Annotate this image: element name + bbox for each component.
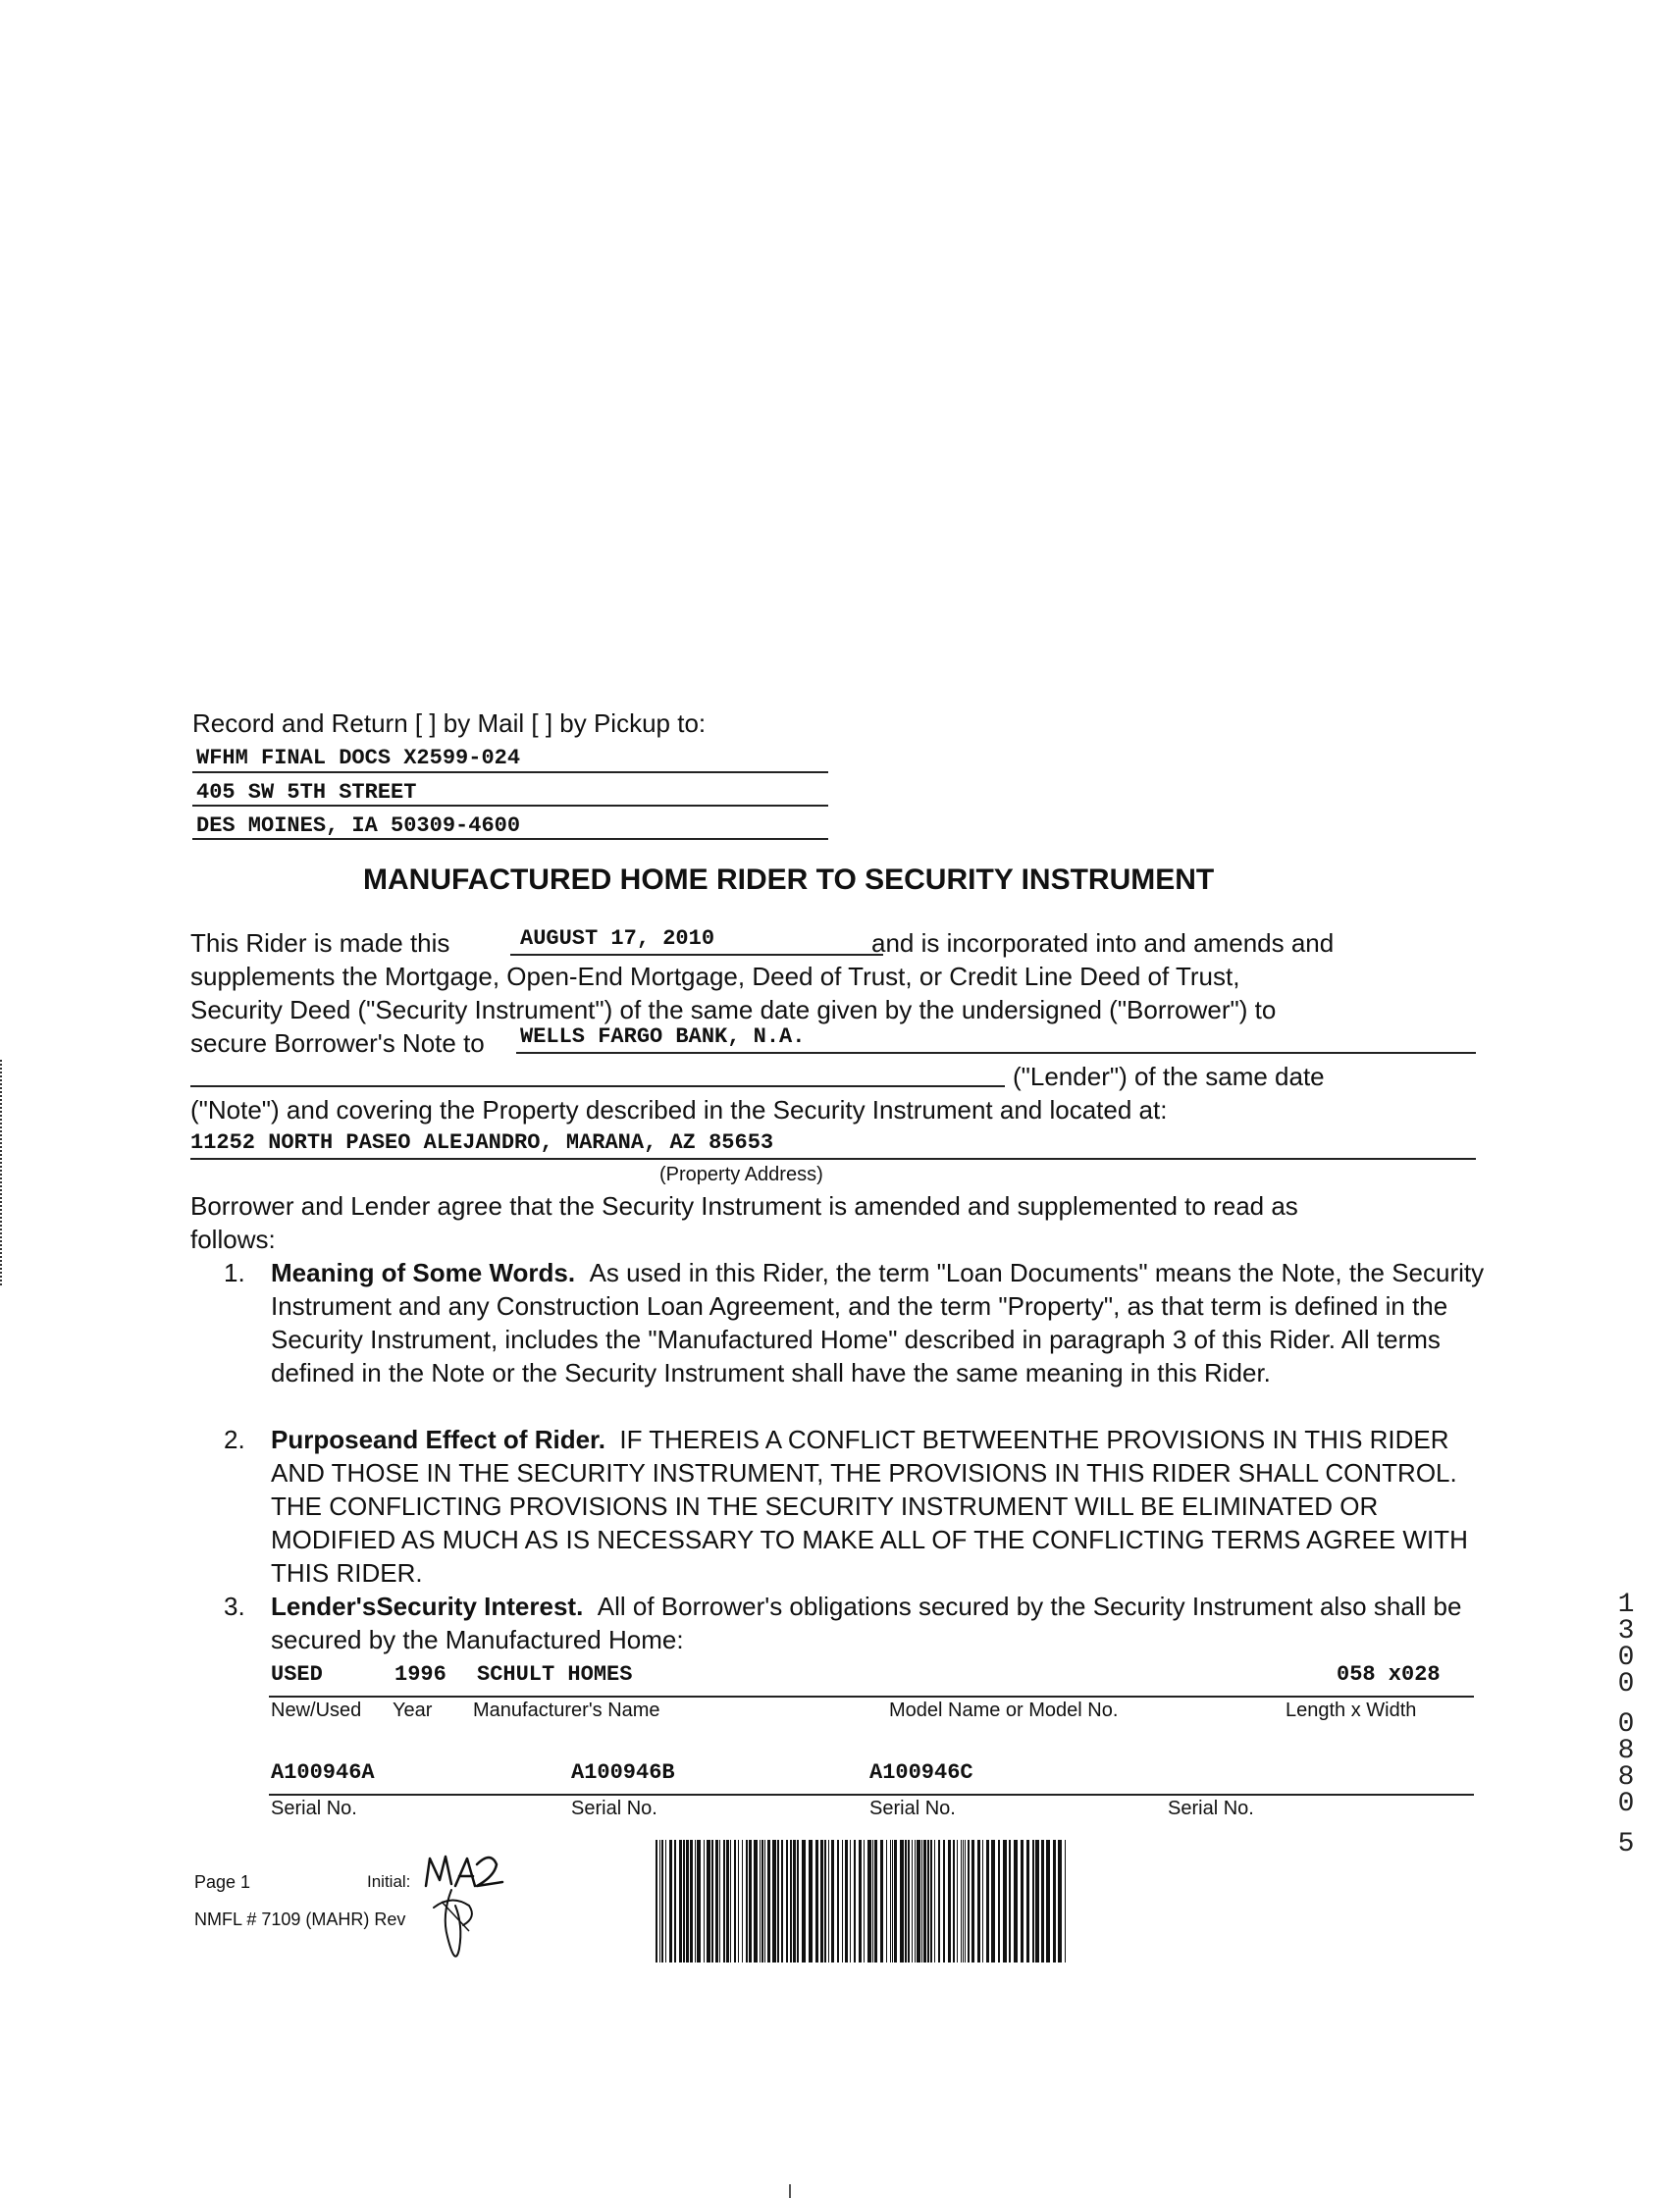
barcode-bar: [767, 1840, 770, 1962]
home-size: 058 x028: [1337, 1662, 1441, 1687]
item-3-text: All of Borrower's obligations secured by the Security Instrument also shall be secured by the Manufactured Home:: [271, 1592, 1462, 1654]
barcode-bar: [738, 1840, 739, 1962]
intro-line1-start: This Rider is made this: [190, 928, 450, 958]
barcode-bar: [730, 1840, 731, 1962]
side-stamp-char: 1: [1617, 1590, 1635, 1620]
barcode-bar: [923, 1840, 926, 1962]
barcode-bar: [659, 1840, 660, 1962]
lender-rule: [516, 1052, 1476, 1054]
barcode-bar: [894, 1840, 897, 1962]
barcode-bar: [965, 1840, 966, 1962]
barcode-bar: [968, 1840, 970, 1962]
agree-line1: Borrower and Lender agree that the Security Instrument is amended and supplemented to read as: [190, 1191, 1298, 1221]
home-manufacturer: SCHULT HOMES: [477, 1662, 633, 1687]
barcode-bar: [679, 1840, 682, 1962]
side-stamp-char: 0: [1617, 1709, 1635, 1740]
barcode-bar: [1053, 1840, 1056, 1962]
barcode-bar: [690, 1840, 693, 1962]
barcode-bar: [831, 1840, 834, 1962]
label-new-used: New/Used: [271, 1700, 362, 1721]
barcode-bar: [828, 1840, 829, 1962]
side-stamp-char: 8: [1617, 1762, 1635, 1793]
barcode-bar: [669, 1840, 672, 1962]
property-address-label: (Property Address): [659, 1164, 823, 1185]
label-model: Model Name or Model No.: [889, 1700, 1119, 1721]
item-1-text: As used in this Rider, the term "Loan Documents" means the Note, the Security Instrument and any Construction Loan Agreement, and the term "Property", as that term is defined in the Security Instrument, includes the "Manufactured Home" described in paragraph 3 of this Rider. All terms defined in the Note or the Security Instrument shall have the same meaning in this Rider.: [271, 1258, 1485, 1387]
intro-line6: ("Note") and covering the Property described in the Security Instrument and located at:: [190, 1095, 1168, 1125]
record-return-label: Record and Return [ ] by Mail [ ] by Pickup to:: [192, 708, 707, 738]
intro-line5: ("Lender") of the same date: [1013, 1062, 1325, 1091]
barcode-bar: [1035, 1840, 1039, 1962]
barcode-bar: [1065, 1840, 1066, 1962]
barcode-bar: [872, 1840, 873, 1962]
lender-rule-2: [190, 1085, 1005, 1087]
home-year: 1996: [394, 1662, 446, 1687]
barcode-bar: [781, 1840, 783, 1962]
home-rule: [269, 1696, 1474, 1698]
side-stamp-char: 0: [1617, 1669, 1635, 1700]
serial-1: A100946A: [271, 1760, 375, 1785]
barcode-bar: [874, 1840, 877, 1962]
barcode-bar: [998, 1840, 1000, 1962]
side-stamp-char: 3: [1617, 1616, 1635, 1647]
barcode-bar: [854, 1840, 856, 1962]
barcode-bar: [1003, 1840, 1007, 1962]
barcode-bar: [921, 1840, 922, 1962]
return-address-line3: DES MOINES, IA 50309-4600: [196, 813, 521, 838]
side-stamp-char: 0: [1617, 1789, 1635, 1819]
barcode-bar: [977, 1840, 980, 1962]
barcode-bar: [915, 1840, 916, 1962]
rider-date-rule: [510, 954, 883, 956]
item-3-heading: Lender'sSecurity Interest.: [271, 1592, 584, 1621]
barcode-bar: [948, 1840, 951, 1962]
barcode-bar: [1032, 1840, 1034, 1962]
return-address-rule3: [192, 838, 828, 840]
serial-3: A100946C: [869, 1760, 973, 1785]
barcode-bar: [772, 1840, 776, 1962]
intro-line4-start: secure Borrower's Note to: [190, 1028, 485, 1058]
barcode-bar: [726, 1840, 729, 1962]
intro-line1-end: and is incorporated into and amends and: [871, 928, 1335, 958]
barcode-bar: [986, 1840, 989, 1962]
item-3: [224, 1590, 1490, 1658]
barcode-bar: [809, 1840, 813, 1962]
home-new-used: USED: [271, 1662, 323, 1687]
label-size: Length x Width: [1286, 1700, 1417, 1721]
barcode-bar: [734, 1840, 736, 1962]
barcode-bar: [754, 1840, 758, 1962]
barcode-bar: [880, 1840, 883, 1962]
barcode-bar: [957, 1840, 958, 1962]
barcode-bar: [1014, 1840, 1018, 1962]
intro-line2: supplements the Mortgage, Open-End Mortgage, Deed of Trust, or Credit Line Deed of Trust,: [190, 962, 1240, 991]
scan-edge-left: [0, 1060, 5, 1285]
barcode-bar: [845, 1840, 848, 1962]
barcode-bar: [943, 1840, 945, 1962]
property-address: 11252 NORTH PASEO ALEJANDRO, MARANA, AZ 85653: [190, 1130, 774, 1155]
barcode-bar: [802, 1840, 806, 1962]
barcode-bar: [859, 1840, 862, 1962]
barcode-bar: [837, 1840, 839, 1962]
handwritten-initials: [412, 1847, 530, 1984]
side-stamp: [1613, 1592, 1639, 1858]
barcode-bar: [777, 1840, 779, 1962]
barcode-bar: [1041, 1840, 1044, 1962]
barcode-bar: [760, 1840, 761, 1962]
barcode-bar: [842, 1840, 843, 1962]
barcode-bar: [749, 1840, 752, 1962]
barcode-bar: [793, 1840, 796, 1962]
barcode-bar: [953, 1840, 955, 1962]
lender-name: WELLS FARGO BANK, N.A.: [520, 1024, 806, 1049]
barcode-bar: [908, 1840, 910, 1962]
agree-line2: follows:: [190, 1225, 276, 1254]
property-address-rule: [190, 1158, 1476, 1160]
barcode-bar: [683, 1840, 685, 1962]
side-stamp-char: 5: [1617, 1829, 1635, 1859]
barcode-bar: [961, 1840, 962, 1962]
barcode-bar: [890, 1840, 891, 1962]
barcode-bar: [824, 1840, 826, 1962]
barcode-bar: [746, 1840, 748, 1962]
barcode-bar: [934, 1840, 935, 1962]
barcode-bar: [1058, 1840, 1062, 1962]
barcode-bar: [867, 1840, 871, 1962]
barcode-bar: [715, 1840, 718, 1962]
barcode-bar: [971, 1840, 974, 1962]
item-2-body: [271, 1423, 1490, 1590]
barcode: [656, 1840, 1068, 1962]
barcode-bar: [707, 1840, 710, 1962]
serial-label-4: Serial No.: [1168, 1798, 1254, 1819]
label-manufacturer: Manufacturer's Name: [473, 1700, 660, 1721]
barcode-bar: [742, 1840, 743, 1962]
return-address-rule1: [192, 771, 828, 773]
barcode-bar: [912, 1840, 913, 1962]
barcode-bar: [656, 1840, 657, 1962]
item-2-heading: Purposeand Effect of Rider.: [271, 1425, 605, 1454]
serial-rule: [269, 1794, 1474, 1796]
serial-label-2: Serial No.: [571, 1798, 657, 1819]
barcode-bar: [1046, 1840, 1050, 1962]
return-address-rule2: [192, 805, 828, 807]
barcode-bar: [786, 1840, 788, 1962]
serial-label-3: Serial No.: [869, 1798, 956, 1819]
barcode-bar: [963, 1840, 964, 1962]
barcode-bar: [991, 1840, 995, 1962]
barcode-bar: [820, 1840, 823, 1962]
item-2-text: IF THEREIS A CONFLICT BETWEENTHE PROVISIONS IN THIS RIDER AND THOSE IN THE SECURITY INSTRUMENT, THE PROVISIONS IN THIS RIDER SHALL CONTROL. THE CONFLICTING PROVISIONS IN THE SECURITY INSTRUMENT WILL BE ELIMINATED OR MODIFIED AS MUCH AS IS NECESSARY TO MAKE ALL OF THE CONFLICTING TERMS AGREE WITH THIS RIDER.: [271, 1425, 1468, 1588]
barcode-bar: [1021, 1840, 1024, 1962]
item-3-number: 3.: [224, 1592, 245, 1621]
side-stamp-char: 8: [1617, 1736, 1635, 1766]
barcode-bar: [674, 1840, 676, 1962]
barcode-bar: [815, 1840, 818, 1962]
barcode-bar: [723, 1840, 725, 1962]
rider-date: AUGUST 17, 2010: [520, 926, 715, 951]
barcode-bar: [764, 1840, 765, 1962]
item-2: [224, 1423, 1490, 1590]
barcode-bar: [719, 1840, 720, 1962]
barcode-bar: [704, 1840, 705, 1962]
serial-2: A100946B: [571, 1760, 675, 1785]
return-address-line2: 405 SW 5TH STREET: [196, 780, 417, 805]
barcode-bar: [905, 1840, 907, 1962]
item-1-number: 1.: [224, 1258, 245, 1287]
barcode-bar: [938, 1840, 940, 1962]
barcode-bar: [886, 1840, 887, 1962]
barcode-bar: [761, 1840, 763, 1962]
barcode-bar: [900, 1840, 904, 1962]
barcode-bar: [850, 1840, 851, 1962]
barcode-bar: [697, 1840, 701, 1962]
serial-label-1: Serial No.: [271, 1798, 357, 1819]
label-year: Year: [393, 1700, 433, 1721]
page-number: Page 1: [194, 1872, 251, 1892]
intro-line3: Security Deed ("Security Instrument") of the same date given by the undersigned ("Borrower") to: [190, 995, 1277, 1024]
barcode-bar: [797, 1840, 799, 1962]
barcode-bar: [892, 1840, 893, 1962]
barcode-bar: [927, 1840, 929, 1962]
item-1-heading: Meaning of Some Words.: [271, 1258, 576, 1287]
side-stamp-char: 0: [1617, 1643, 1635, 1673]
barcode-bar: [711, 1840, 713, 1962]
return-address-line1: WFHM FINAL DOCS X2599-024: [196, 746, 521, 770]
item-1: [224, 1256, 1490, 1423]
initial-label: Initial:: [367, 1872, 411, 1891]
form-id: NMFL # 7109 (MAHR) Rev: [194, 1910, 406, 1929]
barcode-bar: [665, 1840, 666, 1962]
barcode-bar: [790, 1840, 792, 1962]
barcode-bar: [930, 1840, 932, 1962]
barcode-bar: [695, 1840, 696, 1962]
barcode-bar: [1026, 1840, 1029, 1962]
document-title: MANUFACTURED HOME RIDER TO SECURITY INSTRUMENT: [363, 864, 1215, 896]
item-1-body: [271, 1256, 1490, 1389]
item-3-body: [271, 1590, 1490, 1656]
barcode-bar: [686, 1840, 689, 1962]
barcode-bar: [1009, 1840, 1011, 1962]
barcode-bar: [661, 1840, 663, 1962]
barcode-bar: [917, 1840, 920, 1962]
scan-edge-bottom: [789, 2184, 791, 2198]
item-2-number: 2.: [224, 1425, 245, 1454]
barcode-bar: [864, 1840, 865, 1962]
barcode-bar: [982, 1840, 983, 1962]
